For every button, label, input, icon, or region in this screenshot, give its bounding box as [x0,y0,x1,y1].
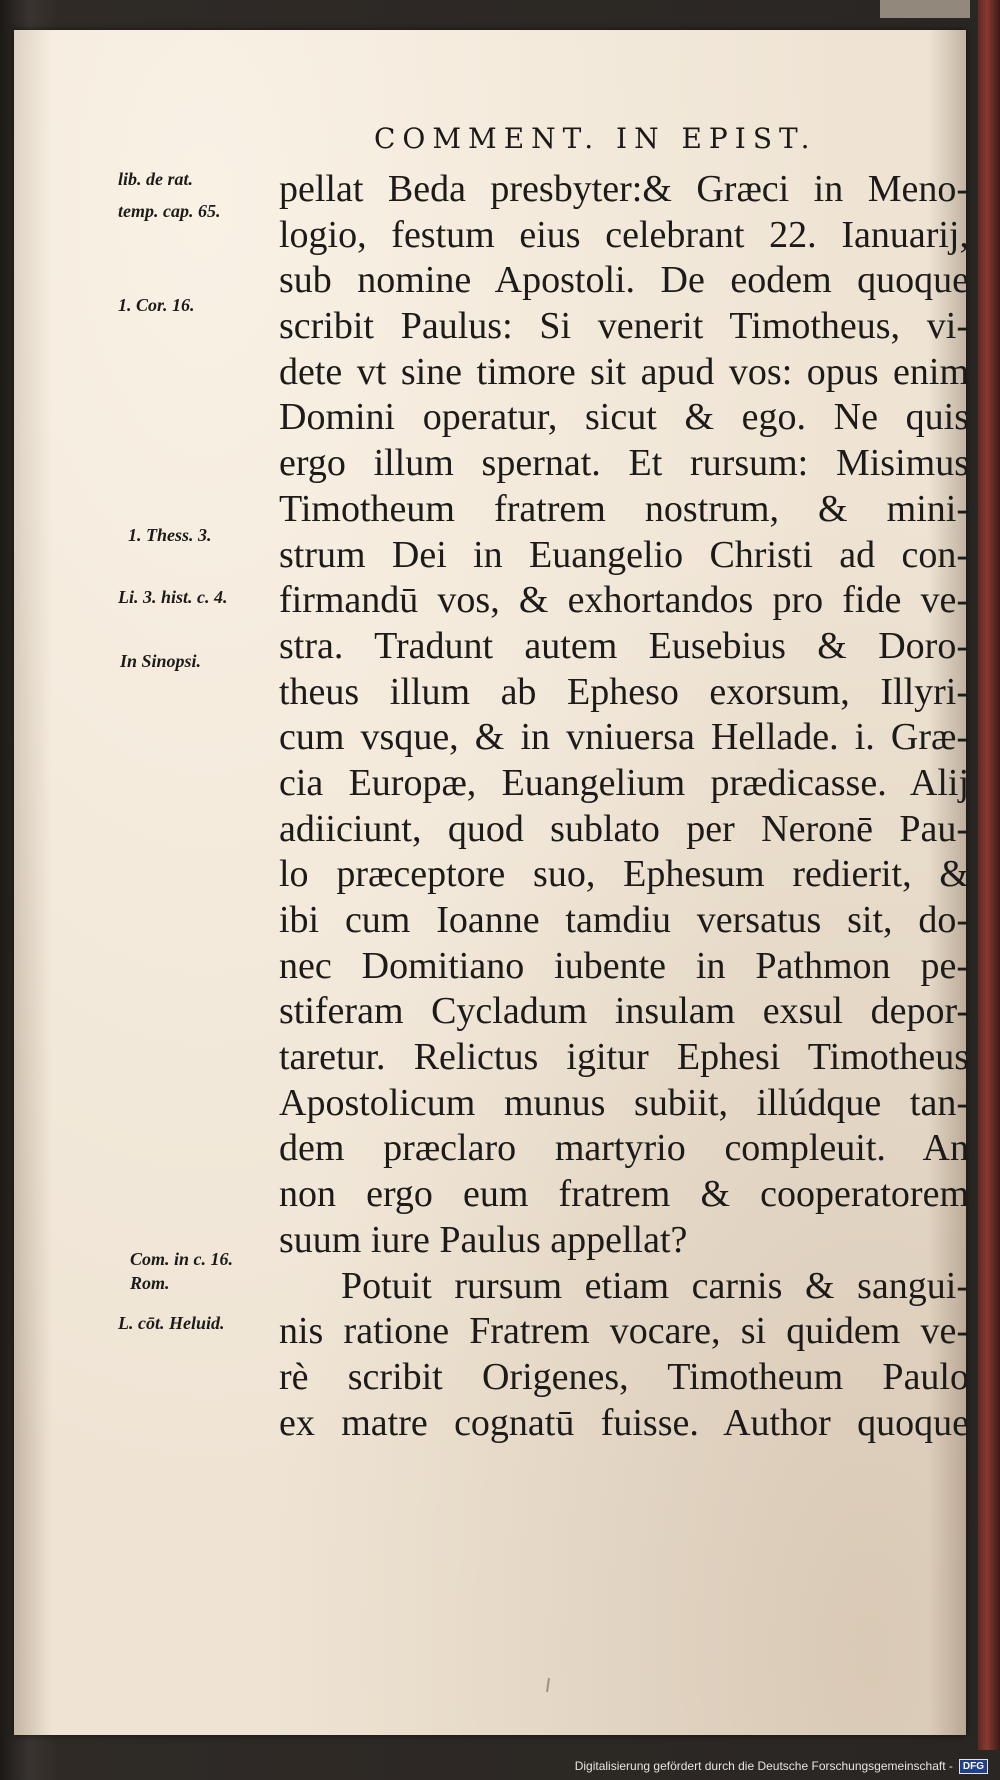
margin-note: Rom. [130,1273,170,1293]
text-line: nec Domitiano iubente in Pathmon pe- [279,944,969,987]
text-line: cum vsque, & in vniuersa Hellade. i. Græ- [279,716,969,759]
text-line: cia Europæ, Euangelium prædicasse. Alij [279,761,969,804]
book-edge [978,0,1000,1750]
text-line: Timotheum fratrem nostrum, & mini- [279,487,969,530]
text-line: ex matre cognatū fuisse. Author quoque [279,1401,969,1444]
ink-mark [546,1678,550,1692]
text-line: suum iure Paulus appellat? [279,1218,688,1261]
text-line: ibi cum Ioanne tamdiu versatus sit, do- [279,899,969,941]
credit-text: Digitalisierung gefördert durch die Deutsche Forschungsgemeinschaft - [574,1759,953,1773]
text-line: dem præclaro martyrio compleuit. An [279,1127,969,1170]
text-line: dete vt sine timore sit apud vos: opus enim [279,350,969,393]
margin-note: In Sinopsi. [120,651,202,671]
margin-note: 1. Cor. 16. [118,295,195,315]
text-line: non ergo eum fratrem & cooperatorem [279,1173,969,1216]
text-line: strum Dei in Euangelio Christi ad con- [279,533,969,576]
text-line: Domini operatur, sicut & ego. Ne quis [279,396,969,439]
dfg-logo-icon: DFG [959,1759,988,1774]
body-text [279,167,969,1446]
text-line: lo præceptore suo, Ephesum redierit, & [279,853,969,896]
margin-note: lib. de rat. [118,169,193,189]
text-line: pellat Beda presbyter:& Græci in Meno- [279,168,969,210]
text-line: taretur. Relictus igitur Ephesi Timotheus [279,1036,969,1079]
text-line: stiferam Cycladum insulam exsul depor- [279,990,969,1033]
margin-note: 1. Thess. 3. [128,525,212,545]
top-edge-tag [880,0,970,18]
text-line: logio, festum eius celebrant 22. Ianuarij, [279,213,969,256]
book-page [14,30,969,1735]
text-line: Potuit rursum etiam carnis & sangui- [341,1264,969,1307]
text-line: Apostolicum munus subiit, illúdque tan- [279,1081,969,1124]
text-line: ergo illum spernat. Et rursum: Misimus [279,442,969,485]
text-line: nis ratione Fratrem vocare, si quidem ve- [279,1310,969,1353]
text-line: firmandū vos, & exhortandos pro fide ve- [279,579,969,622]
margin-note: Com. in c. 16. [130,1249,234,1269]
running-head: COMMENT. IN EPIST. [374,122,817,155]
text-line: sub nomine Apostoli. De eodem quoque [279,259,969,302]
digitization-credit [575,1756,988,1776]
text-line: adiiciunt, quod sublato per Neronē Pau- [279,807,969,850]
text-line: rè scribit Origenes, Timotheum Paulo [279,1355,969,1398]
text-line: scribit Paulus: Si venerit Timotheus, vi- [279,305,969,348]
text-line: stra. Tradunt autem Eusebius & Doro- [279,624,969,667]
margin-note: L. cōt. Heluid. [118,1313,225,1333]
text-line: theus illum ab Epheso exorsum, Illyri- [279,670,969,713]
margin-note: temp. cap. 65. [118,201,221,221]
margin-note: Li. 3. hist. c. 4. [118,587,228,607]
